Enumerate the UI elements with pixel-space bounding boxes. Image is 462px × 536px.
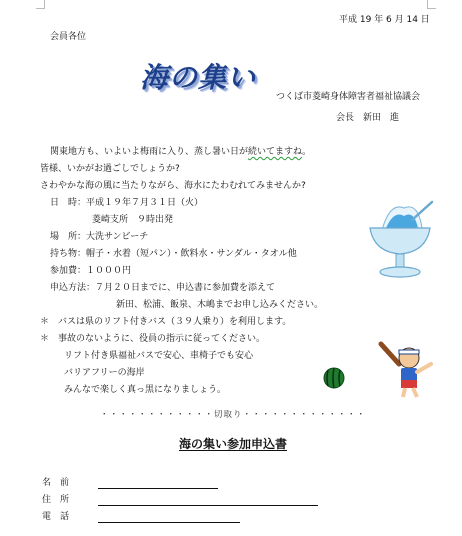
form-line-address[interactable] bbox=[98, 505, 318, 506]
page-corner-mark-left bbox=[36, 0, 45, 9]
form-label-name: 名 前 bbox=[42, 478, 70, 488]
body-line-invitation: さわやかな海の風に当たりながら、海水にたわむれてみませんか? bbox=[40, 181, 306, 191]
watermelon-illustration bbox=[323, 367, 345, 389]
form-label-address: 住 所 bbox=[42, 495, 70, 505]
application-contacts: 新田、松浦、飯泉、木嶋までお申し込みください。 bbox=[116, 300, 324, 310]
event-fee: 参加費：１０００円 bbox=[50, 266, 132, 276]
form-label-phone: 電 話 bbox=[42, 512, 70, 522]
event-departure: 菱崎支所 ９時出発 bbox=[92, 215, 174, 225]
page-corner-mark-right bbox=[427, 0, 436, 9]
note-bus: ＊ バスは県のリフト付きバス（３９人乗り）を利用します。 bbox=[40, 317, 292, 327]
banner-title: 海の集い bbox=[140, 61, 257, 94]
application-method: 申込方法：７月２０日までに、申込書に参加費を添えて bbox=[50, 283, 276, 293]
feature-barrier-free: バリアフリーの海岸 bbox=[64, 368, 145, 378]
feature-closing: みんなで楽しく真っ黒になりましょう。 bbox=[64, 385, 227, 395]
wavy-underlined-phrase: 続いてますね bbox=[248, 147, 303, 157]
body-line-question: 皆様、いかがお過ごしでしょうか? bbox=[40, 164, 180, 174]
event-belongings: 持ち物：帽子・水着（短パン）・飲料水・サンダル・タオル他 bbox=[50, 249, 297, 259]
event-location: 場 所：大洗サンビーチ bbox=[50, 232, 149, 242]
president-name: 会長 新田 進 bbox=[336, 113, 400, 123]
form-line-phone[interactable] bbox=[98, 522, 240, 523]
organization-name: つくば市菱崎身体障害者福祉協議会 bbox=[276, 92, 421, 102]
form-line-name[interactable] bbox=[98, 488, 218, 489]
cut-line: ・・・・・・・・・・・・切取り・・・・・・・・・・・・・ bbox=[100, 410, 367, 420]
body-line-greeting: 関東地方も、いよいよ梅雨に入り、蒸し暑い日が続いてますね。 bbox=[50, 147, 312, 157]
feature-bus: リフト付き県福祉バスで安心、車椅子でも安心 bbox=[64, 351, 254, 361]
event-datetime: 日 時：平成１９年７月３１日（火） bbox=[50, 198, 204, 208]
document-date: 平成 19 年 6 月 14 日 bbox=[339, 15, 430, 25]
form-title: 海の集い参加申込書 bbox=[179, 437, 288, 451]
shaved-ice-illustration bbox=[360, 198, 438, 284]
note-safety: ＊ 事故のないように、役員の指示に従ってください。 bbox=[40, 334, 266, 344]
recipients-label: 会員各位 bbox=[50, 32, 87, 42]
beach-boy-illustration bbox=[377, 340, 437, 398]
